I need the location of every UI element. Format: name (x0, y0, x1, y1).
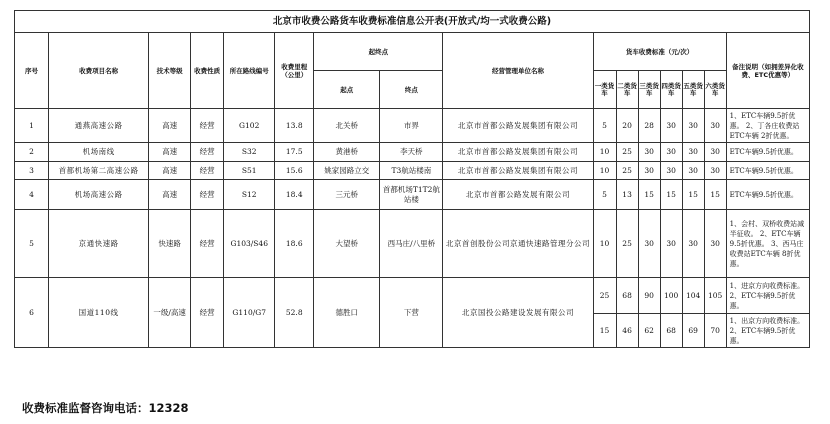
row-route-no: S51 (224, 162, 275, 180)
toll-standard-table (14, 10, 810, 348)
rate-class-6: 15 (704, 180, 726, 210)
rate-class-1: 5 (593, 109, 616, 143)
rate-class-5: 30 (682, 210, 704, 278)
rate-class-5: 15 (682, 180, 704, 210)
row-route-no: G102 (224, 109, 275, 143)
row-operator: 北京市首都公路发展集团有限公司 (443, 143, 593, 162)
row-seq: 5 (15, 210, 49, 278)
row-nature: 经营 (191, 143, 224, 162)
table-row (15, 162, 810, 180)
header-grade: 技术等级 (149, 33, 191, 109)
header-class-6: 六类货车 (704, 71, 726, 109)
rate-class-6: 105 (704, 278, 726, 314)
rate-class-1: 10 (593, 143, 616, 162)
rate-class-3: 30 (638, 162, 660, 180)
rate-class-5: 104 (682, 278, 704, 314)
rate-class-3: 15 (638, 180, 660, 210)
row-remark: 1、会村、双桥收费站减半征收。 2、ETC车辆9.5折优惠。 3、西马庄收费站ETC车辆 8折优惠。 (726, 210, 809, 278)
row-mileage: 18.4 (275, 180, 314, 210)
rate-class-2: 46 (616, 314, 638, 348)
table-title: 北京市收费公路货车收费标准信息公开表(开放式/均一式收费公路) (15, 11, 810, 33)
row-mileage: 17.5 (275, 143, 314, 162)
rate-class-3: 28 (638, 109, 660, 143)
row-remark: 1、进京方向收费标准。 2、ETC车辆9.5折优惠。 (726, 278, 809, 314)
rate-class-6: 30 (704, 210, 726, 278)
rate-class-1: 10 (593, 162, 616, 180)
row-mileage: 15.6 (275, 162, 314, 180)
rate-class-4: 68 (660, 314, 682, 348)
row-end: 李天桥 (380, 143, 443, 162)
rate-class-5: 69 (682, 314, 704, 348)
rate-class-4: 30 (660, 109, 682, 143)
rate-class-2: 20 (616, 109, 638, 143)
header-route-no: 所在路线编号 (224, 33, 275, 109)
row-end: 下营 (380, 278, 443, 348)
row-route-no: G103/S46 (224, 210, 275, 278)
row-end: T3航站楼南 (380, 162, 443, 180)
rate-class-6: 70 (704, 314, 726, 348)
row-seq: 3 (15, 162, 49, 180)
rate-class-4: 30 (660, 210, 682, 278)
row-operator: 北京市首都公路发展有限公司 (443, 180, 593, 210)
row-seq: 2 (15, 143, 49, 162)
row-grade: 高速 (149, 180, 191, 210)
row-remark: ETC车辆9.5折优惠。 (726, 180, 809, 210)
table-row (15, 143, 810, 162)
header-class-1: 一类货车 (593, 71, 616, 109)
header-seq: 序号 (15, 33, 49, 109)
rate-class-2: 13 (616, 180, 638, 210)
row-operator: 北京市首都公路发展集团有限公司 (443, 162, 593, 180)
row-project: 机场高速公路 (49, 180, 149, 210)
row-remark: ETC车辆9.5折优惠。 (726, 143, 809, 162)
row-project: 国道110线 (49, 278, 149, 348)
row-project: 京通快速路 (49, 210, 149, 278)
row-remark: ETC车辆9.5折优惠。 (726, 162, 809, 180)
toll-info-sheet (14, 10, 810, 348)
header-class-4: 四类货车 (660, 71, 682, 109)
row-nature: 经营 (191, 162, 224, 180)
rate-class-6: 30 (704, 143, 726, 162)
rate-class-1: 15 (593, 314, 616, 348)
rate-class-2: 68 (616, 278, 638, 314)
rate-class-5: 30 (682, 109, 704, 143)
row-operator: 北京国投公路建设发展有限公司 (443, 278, 593, 348)
row-grade: 高速 (149, 143, 191, 162)
header-rates: 货车收费标准（元/次） (593, 33, 726, 71)
row-route-no: G110/G7 (224, 278, 275, 348)
table-row (15, 180, 810, 210)
row-end: 市界 (380, 109, 443, 143)
rate-class-4: 15 (660, 180, 682, 210)
rate-class-2: 25 (616, 143, 638, 162)
row-operator: 北京首创股份公司京通快速路管理分公司 (443, 210, 593, 278)
header-class-3: 三类货车 (638, 71, 660, 109)
rate-class-4: 100 (660, 278, 682, 314)
row-mileage: 52.8 (275, 278, 314, 348)
row-grade: 一级/高速 (149, 278, 191, 348)
row-project: 首都机场第二高速公路 (49, 162, 149, 180)
rate-class-4: 30 (660, 162, 682, 180)
row-route-no: S12 (224, 180, 275, 210)
row-nature: 经营 (191, 109, 224, 143)
rate-class-3: 30 (638, 143, 660, 162)
header-operator: 经营管理单位名称 (443, 33, 593, 109)
header-class-2: 二类货车 (616, 71, 638, 109)
row-start: 姚家园路立交 (314, 162, 380, 180)
header-mileage: 收费里程（公里） (275, 33, 314, 109)
rate-class-1: 5 (593, 180, 616, 210)
table-body (15, 109, 810, 348)
table-row (15, 278, 810, 314)
row-project: 通燕高速公路 (49, 109, 149, 143)
header-start-end: 起终点 (314, 33, 443, 71)
header-class-5: 五类货车 (682, 71, 704, 109)
row-seq: 1 (15, 109, 49, 143)
row-route-no: S32 (224, 143, 275, 162)
row-remark: 1、出京方向收费标准。 2、ETC车辆9.5折优惠。 (726, 314, 809, 348)
row-end: 首都机场T1T2航站楼 (380, 180, 443, 210)
row-project: 机场南线 (49, 143, 149, 162)
rate-class-3: 30 (638, 210, 660, 278)
table-row (15, 109, 810, 143)
rate-class-6: 30 (704, 109, 726, 143)
row-end: 西马庄/八里桥 (380, 210, 443, 278)
row-grade: 高速 (149, 109, 191, 143)
row-nature: 经营 (191, 180, 224, 210)
rate-class-4: 30 (660, 143, 682, 162)
hotline-text: 收费标准监督咨询电话：12328 (22, 401, 189, 415)
table-row (15, 210, 810, 278)
rate-class-5: 30 (682, 162, 704, 180)
row-operator: 北京市首都公路发展集团有限公司 (443, 109, 593, 143)
row-grade: 高速 (149, 162, 191, 180)
header-end: 终点 (380, 71, 443, 109)
row-mileage: 18.6 (275, 210, 314, 278)
row-start: 大望桥 (314, 210, 380, 278)
rate-class-5: 30 (682, 143, 704, 162)
rate-class-1: 25 (593, 278, 616, 314)
rate-class-2: 25 (616, 162, 638, 180)
row-seq: 4 (15, 180, 49, 210)
header-remark: 备注说明（如拥差异化收费、ETC优惠等） (726, 33, 809, 109)
rate-class-6: 30 (704, 162, 726, 180)
rate-class-2: 25 (616, 210, 638, 278)
row-nature: 经营 (191, 210, 224, 278)
row-start: 黄港桥 (314, 143, 380, 162)
header-project: 收费项目名称 (49, 33, 149, 109)
row-start: 三元桥 (314, 180, 380, 210)
row-start: 德胜口 (314, 278, 380, 348)
header-start: 起点 (314, 71, 380, 109)
rate-class-3: 90 (638, 278, 660, 314)
rate-class-3: 62 (638, 314, 660, 348)
row-grade: 快速路 (149, 210, 191, 278)
row-start: 北关桥 (314, 109, 380, 143)
row-nature: 经营 (191, 278, 224, 348)
row-mileage: 13.8 (275, 109, 314, 143)
row-remark: 1、ETC车辆9.5折优惠。 2、丁各庄收费站ETC车辆 2折优惠。 (726, 109, 809, 143)
rate-class-1: 10 (593, 210, 616, 278)
header-nature: 收费性质 (191, 33, 224, 109)
row-seq: 6 (15, 278, 49, 348)
